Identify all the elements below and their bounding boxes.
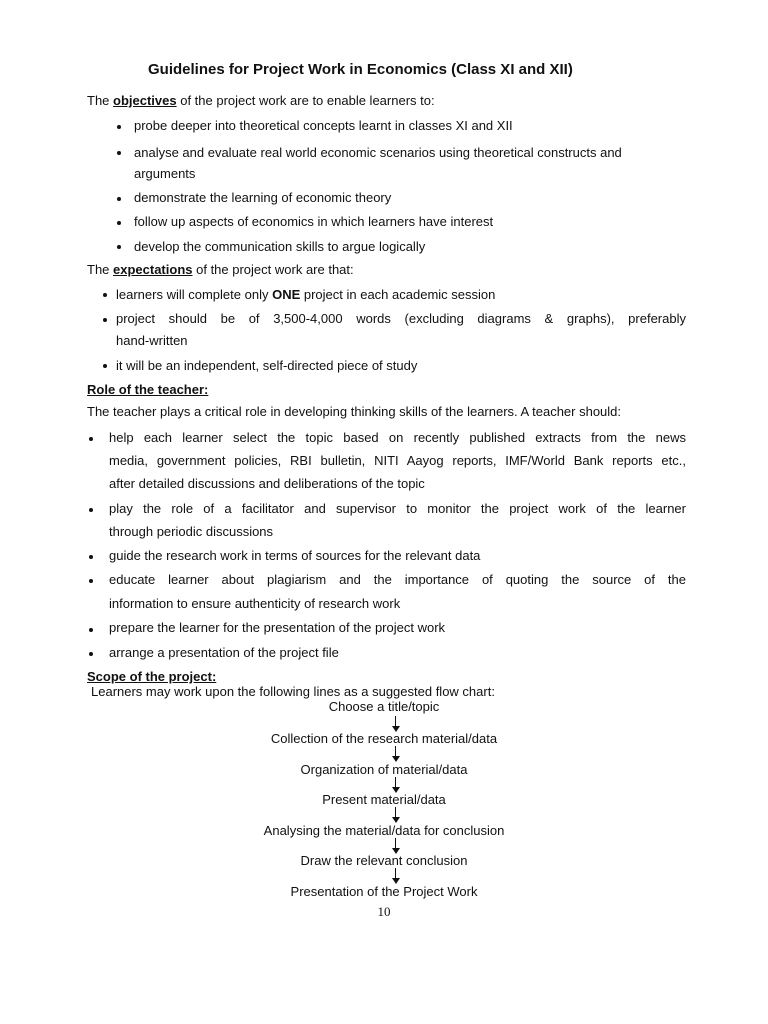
down-arrow-icon xyxy=(392,777,400,793)
down-arrow-icon xyxy=(392,716,400,732)
expectation-item xyxy=(116,287,495,303)
teacher-item-continuation: information to ensure authenticity of research work xyxy=(109,596,401,611)
bullet-icon xyxy=(89,555,93,559)
teacher-item: help each learner select the topic based on recently published extracts from the news xyxy=(109,430,686,445)
bullet-icon xyxy=(89,437,93,441)
teacher-item-continuation: through periodic discussions xyxy=(109,524,274,539)
teacher-item: arrange a presentation of the project file xyxy=(109,645,339,660)
bullet-icon xyxy=(117,197,121,201)
objective-item: demonstrate the learning of economic theory xyxy=(134,190,392,205)
expectation-item-continuation: hand-written xyxy=(116,333,188,348)
bullet-icon xyxy=(103,364,107,368)
bullet-icon xyxy=(89,652,93,656)
flow-step: Organization of material/data xyxy=(300,762,468,777)
flow-step: Draw the relevant conclusion xyxy=(300,853,468,868)
expectations-keyword: expectations xyxy=(113,262,193,277)
bullet-icon xyxy=(89,628,93,632)
teacher-heading: Role of the teacher: xyxy=(87,382,209,397)
teacher-item: prepare the learner for the presentation of the project work xyxy=(109,620,446,635)
teacher-item-continuation: after detailed discussions and deliberations of the topic xyxy=(109,476,425,491)
objective-item: analyse and evaluate real world economic scenarios using theoretical constructs and xyxy=(134,145,622,160)
bullet-icon xyxy=(117,125,121,129)
expectations-intro-before: The xyxy=(87,262,114,277)
page-number: 10 xyxy=(377,904,391,919)
expectation-item1-after: project in each academic session xyxy=(300,287,496,302)
expectations-intro-after: of the project work are that: xyxy=(192,262,354,277)
objectives-keyword: objectives xyxy=(113,93,177,108)
down-arrow-icon xyxy=(392,807,400,823)
bullet-icon xyxy=(117,221,121,225)
teacher-item: guide the research work in terms of sources for the relevant data xyxy=(109,548,481,563)
down-arrow-icon xyxy=(392,868,400,884)
expectations-intro xyxy=(87,262,354,278)
flow-step: Present material/data xyxy=(322,792,446,807)
down-arrow-icon xyxy=(392,838,400,854)
expectation-item: project should be of 3,500-4,000 words (excluding diagrams & graphs), preferably xyxy=(116,311,686,326)
scope-intro: Learners may work upon the following lines as a suggested flow chart: xyxy=(91,684,495,699)
teacher-item: educate learner about plagiarism and the importance of quoting the source of the xyxy=(109,572,686,587)
objective-item: probe deeper into theoretical concepts learnt in classes XI and XII xyxy=(134,118,513,133)
objective-item: follow up aspects of economics in which learners have interest xyxy=(134,214,494,229)
teacher-item-continuation: media, government policies, RBI bulletin, NITI Aayog reports, IMF/World Bank reports etc., xyxy=(109,453,686,468)
bullet-icon xyxy=(103,318,107,322)
objectives-intro xyxy=(87,93,435,109)
bullet-icon xyxy=(117,151,121,155)
objective-item-continuation: arguments xyxy=(134,166,196,181)
objectives-intro-after: of the project work are to enable learners to: xyxy=(176,93,435,108)
flow-step: Collection of the research material/data xyxy=(270,731,498,746)
objectives-intro-before: The xyxy=(87,93,114,108)
bullet-icon xyxy=(117,245,121,249)
teacher-item: play the role of a facilitator and supervisor to monitor the project work of the learner xyxy=(109,501,686,516)
scope-heading: Scope of the project: xyxy=(87,669,217,684)
flow-step: Analysing the material/data for conclusion xyxy=(263,823,505,838)
flow-step: Choose a title/topic xyxy=(328,699,440,714)
expectation-item: it will be an independent, self-directed piece of study xyxy=(116,358,418,373)
bullet-icon xyxy=(89,579,93,583)
flow-step: Presentation of the Project Work xyxy=(290,884,478,899)
down-arrow-icon xyxy=(392,746,400,762)
expectation-item1-emphasis: ONE xyxy=(272,287,301,302)
expectation-item1-before: learners will complete only xyxy=(116,287,273,302)
bullet-icon xyxy=(103,293,107,297)
objective-item: develop the communication skills to argue logically xyxy=(134,239,426,254)
bullet-icon xyxy=(89,508,93,512)
teacher-intro: The teacher plays a critical role in developing thinking skills of the learners. A teacher should: xyxy=(87,404,622,419)
page-title: Guidelines for Project Work in Economics (Class XI and XII) xyxy=(148,61,573,78)
